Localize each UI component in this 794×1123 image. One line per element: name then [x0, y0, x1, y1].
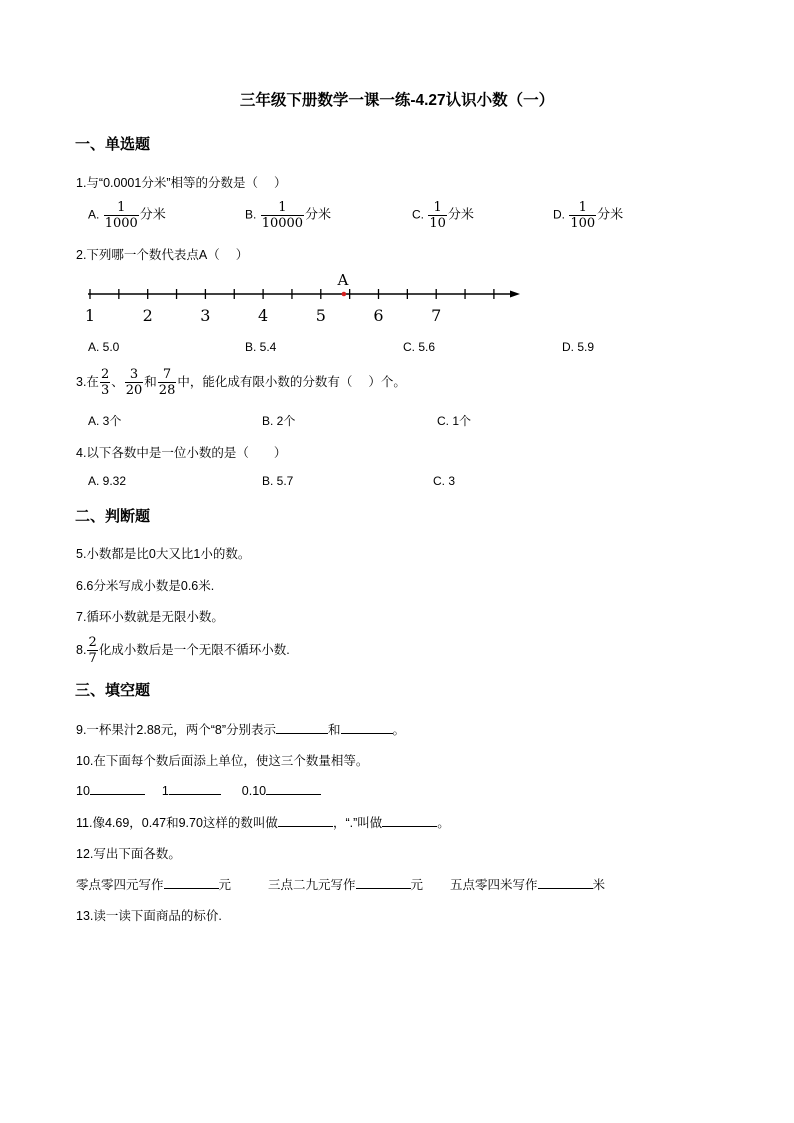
- number-line-tick-label: 5: [315, 306, 326, 325]
- question-4-option-a[interactable]: A. 9.32: [88, 474, 127, 488]
- answer-blank[interactable]: [164, 876, 219, 889]
- question-5: 5.小数都是比0大又比1小的数。: [76, 547, 251, 561]
- question-11: [76, 813, 450, 831]
- question-9-text: 和: [328, 723, 341, 737]
- question-2-option-b[interactable]: B. 5.4: [245, 340, 277, 354]
- section-heading-true-false: 二、判断题: [75, 508, 151, 525]
- question-7: 7.循环小数就是无限小数。: [76, 610, 224, 624]
- question-4-option-b[interactable]: B. 5.7: [262, 474, 294, 488]
- question-2-option-d[interactable]: D. 5.9: [562, 340, 595, 354]
- question-12-stem: 12.写出下面各数。: [76, 847, 181, 861]
- option-unit: 分米: [447, 206, 474, 222]
- fraction: $\frac{7}{28}$: [158, 367, 176, 398]
- option-fraction: $\frac{1}{10}$: [429, 200, 446, 231]
- fraction: $\frac{2}{3}$: [100, 367, 110, 398]
- option-unit: 分米: [305, 206, 332, 222]
- option-fraction: $\frac{1}{100}$: [570, 200, 596, 231]
- question-10-items: [76, 782, 321, 798]
- answer-blank[interactable]: [90, 782, 145, 795]
- fraction: $\frac{3}{20}$: [125, 367, 143, 398]
- option-label: B.: [245, 207, 257, 222]
- question-1-option-b[interactable]: [245, 201, 331, 230]
- answer-blank[interactable]: [276, 721, 328, 734]
- answer-blank[interactable]: [356, 876, 411, 889]
- question-3-prefix: 3.在: [76, 374, 99, 389]
- answer-blank[interactable]: [382, 814, 437, 827]
- answer-blank[interactable]: [169, 782, 221, 795]
- question-9-text: 9.一杯果汁2.88元，两个“8”分别表示: [76, 723, 277, 737]
- separator: 和: [144, 374, 157, 389]
- option-label: A.: [88, 207, 100, 222]
- question-6: 6.6分米写成小数是0.6米.: [76, 579, 215, 593]
- option-label: D.: [553, 207, 565, 222]
- option-unit: 分米: [139, 206, 166, 222]
- question-3-suffix: 中，能化成有限小数的分数有（ ）个。: [177, 374, 406, 389]
- quantity: 10: [76, 784, 90, 798]
- question-3-option-a[interactable]: A. 3个: [88, 414, 122, 428]
- question-11-text: ，“.”叫做: [332, 816, 383, 830]
- page-title: 三年级下册数学一课一练-4.27认识小数（一）: [239, 92, 555, 109]
- question-10-stem: 10.在下面每个数后面添上单位，使这三个数量相等。: [76, 754, 369, 768]
- quantity: 0.10: [241, 784, 267, 798]
- point-a-marker: [342, 292, 347, 297]
- option-unit: 分米: [597, 206, 624, 222]
- point-a-label: A: [337, 271, 349, 289]
- answer-blank[interactable]: [278, 814, 333, 827]
- fraction: $\frac{2}{7}$: [88, 635, 97, 666]
- question-2-option-c[interactable]: C. 5.6: [403, 340, 436, 354]
- question-8-prefix: 8.: [76, 642, 87, 657]
- question-2-option-a[interactable]: A. 5.0: [88, 340, 120, 354]
- question-1-option-d[interactable]: [553, 201, 623, 230]
- number-line-tick-label: 6: [373, 306, 384, 325]
- question-9-text: 。: [392, 723, 406, 737]
- number-line-tick-label: 1: [84, 306, 96, 325]
- item-unit: 米: [592, 878, 606, 892]
- answer-blank[interactable]: [266, 782, 321, 795]
- question-3-stem: [76, 368, 406, 397]
- answer-blank[interactable]: [341, 721, 393, 734]
- question-8: [76, 636, 290, 665]
- question-11-text: 。: [437, 816, 450, 830]
- section-heading-fill-in: 三、填空题: [75, 682, 151, 699]
- item-text: 零点零四元写作: [76, 878, 164, 892]
- question-13: 13.读一读下面商品的标价.: [76, 909, 222, 923]
- section-heading-single-choice: 一、单选题: [75, 136, 151, 153]
- question-4-stem: 4.以下各数中是一位小数的是（ ）: [76, 446, 287, 460]
- question-3-option-b[interactable]: B. 2个: [262, 414, 296, 428]
- question-11-text: 11.像4.69，0.47和9.70这样的数叫做: [76, 816, 278, 830]
- separator: 、: [111, 374, 124, 389]
- question-1-option-c[interactable]: [412, 201, 474, 230]
- option-label: C.: [412, 207, 424, 222]
- question-3-option-c[interactable]: C. 1个: [437, 414, 472, 428]
- question-1-stem: 1.与“0.0001分米”相等的分数是（ ）: [76, 176, 287, 190]
- item-unit: 元: [218, 878, 232, 892]
- option-fraction: $\frac{1}{10000}$: [261, 200, 304, 231]
- number-line-tick-label: 3: [200, 306, 211, 325]
- question-2-stem: 2.下列哪一个数代表点A（ ）: [76, 248, 249, 262]
- answer-blank[interactable]: [538, 876, 593, 889]
- number-line-tick-label: 7: [431, 306, 442, 325]
- question-12-items: [76, 875, 605, 893]
- option-fraction: $\frac{1}{1000}$: [104, 200, 138, 231]
- question-9: [76, 720, 405, 738]
- question-4-option-c[interactable]: C. 3: [433, 474, 456, 488]
- number-line: [80, 268, 530, 328]
- item-text: 五点零四米写作: [450, 878, 538, 892]
- item-unit: 元: [410, 878, 424, 892]
- item-text: 三点二九元写作: [268, 878, 356, 892]
- question-8-suffix: 化成小数后是一个无限不循环小数.: [98, 642, 290, 657]
- quantity: 1: [161, 784, 169, 798]
- number-line-tick-label: 2: [142, 306, 153, 325]
- question-1-option-a[interactable]: [88, 201, 166, 230]
- arrow-head-icon: [510, 291, 520, 298]
- number-line-tick-label: 4: [258, 306, 269, 325]
